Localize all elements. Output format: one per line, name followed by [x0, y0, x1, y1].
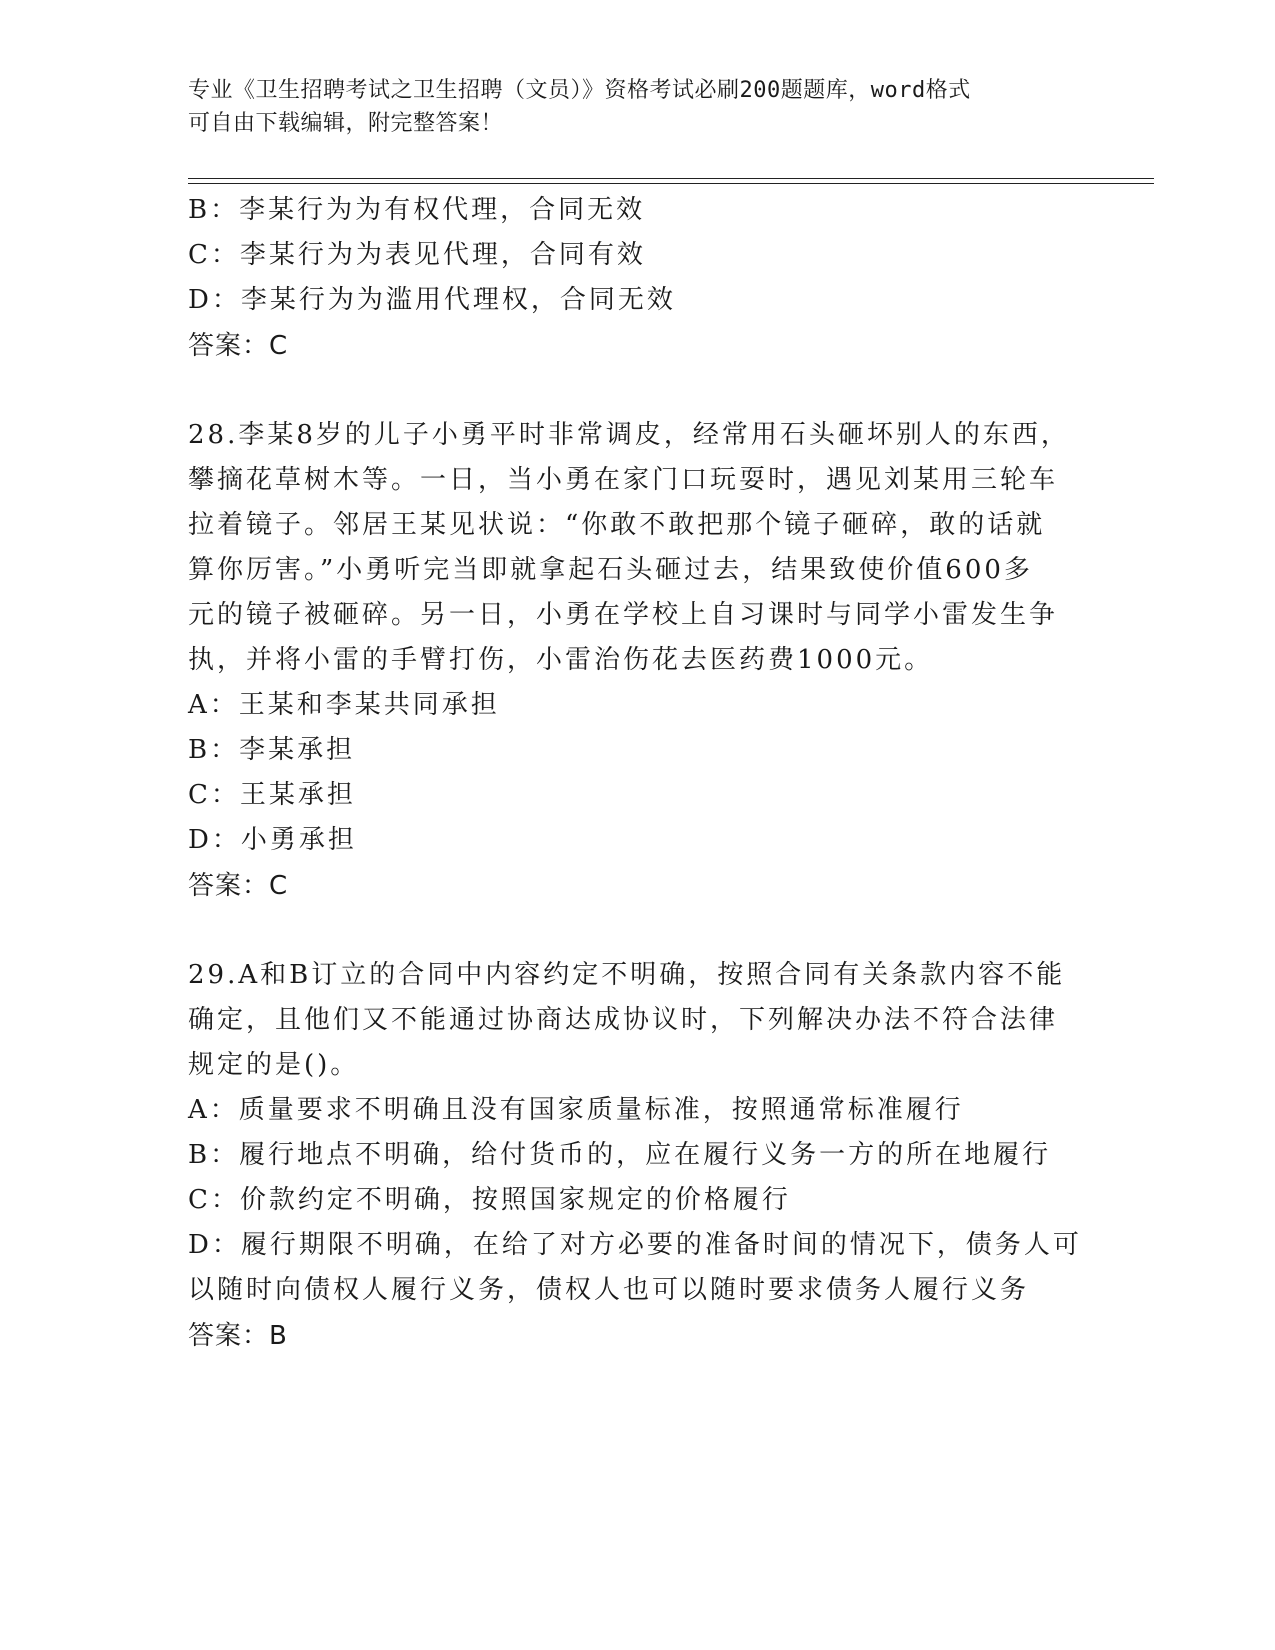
stem-line: 确定，且他们又不能通过协商达成协议时，下列解决办法不符合法律: [188, 1005, 1059, 1035]
spacer: [188, 369, 1068, 413]
document-body: [188, 188, 1082, 1359]
option-d-continued: 以随时向债权人履行义务，债权人也可以随时要求债务人履行义务: [188, 1275, 1030, 1305]
option-b: B：履行地点不明确，给付货币的，应在履行义务一方的所在地履行: [188, 1140, 1052, 1170]
question-29-options: [188, 1088, 1082, 1313]
question-29-answer: 答案：B: [188, 1321, 288, 1351]
stem-line: 28.李某8岁的儿子小勇平时非常调皮，经常用石头砸坏别人的东西，: [188, 420, 1070, 450]
question-27-options: [188, 188, 1068, 323]
header-divider-top: [188, 178, 1154, 179]
question-29-stem: [188, 953, 1068, 1088]
question-28-answer: 答案：C: [188, 871, 289, 901]
stem-line: 规定的是()。: [188, 1050, 360, 1080]
option-d: D：小勇承担: [188, 825, 357, 855]
option-a: A：质量要求不明确且没有国家质量标准，按照通常标准履行: [188, 1095, 964, 1125]
stem-line: 攀摘花草树木等。一日，当小勇在家门口玩耍时，遇见刘某用三轮车: [188, 465, 1059, 495]
option-c: C：王某承担: [188, 780, 356, 810]
question-28-options: [188, 683, 1068, 863]
question-28-stem: [188, 413, 1068, 683]
stem-line: 执，并将小雷的手臂打伤，小雷治伤花去医药费1000元。: [188, 645, 934, 675]
option-a: A：王某和李某共同承担: [188, 690, 500, 720]
option-d: D：李某行为为滥用代理权，合同无效: [188, 285, 676, 315]
stem-line: 29.A和B订立的合同中内容约定不明确，按照合同有关条款内容不能: [188, 960, 1066, 990]
option-c: C：价款约定不明确，按照国家规定的价格履行: [188, 1185, 791, 1215]
option-b: B：李某行为为有权代理，合同无效: [188, 195, 646, 225]
option-c: C：李某行为为表见代理，合同有效: [188, 240, 646, 270]
stem-line: 算你厉害。”小勇听完当即就拿起石头砸过去，结果致使价值600多: [188, 555, 1033, 585]
stem-line: 拉着镜子。邻居王某见状说：“你敢不敢把那个镜子砸碎，敢的话就: [188, 510, 1046, 540]
question-27-answer: 答案：C: [188, 331, 289, 361]
header-line-1: 专业《卫生招聘考试之卫生招聘（文员）》资格考试必刷200题题库，word格式: [188, 78, 971, 103]
document-header: [188, 74, 1068, 140]
stem-line: 元的镜子被砸碎。另一日，小勇在学校上自习课时与同学小雷发生争: [188, 600, 1059, 630]
header-divider-bottom: [188, 183, 1154, 184]
header-line-2: 可自由下载编辑，附完整答案！: [188, 111, 504, 136]
spacer: [188, 909, 1068, 953]
option-b: B：李某承担: [188, 735, 356, 765]
option-d: D：履行期限不明确，在给了对方必要的准备时间的情况下，债务人可: [188, 1230, 1082, 1260]
